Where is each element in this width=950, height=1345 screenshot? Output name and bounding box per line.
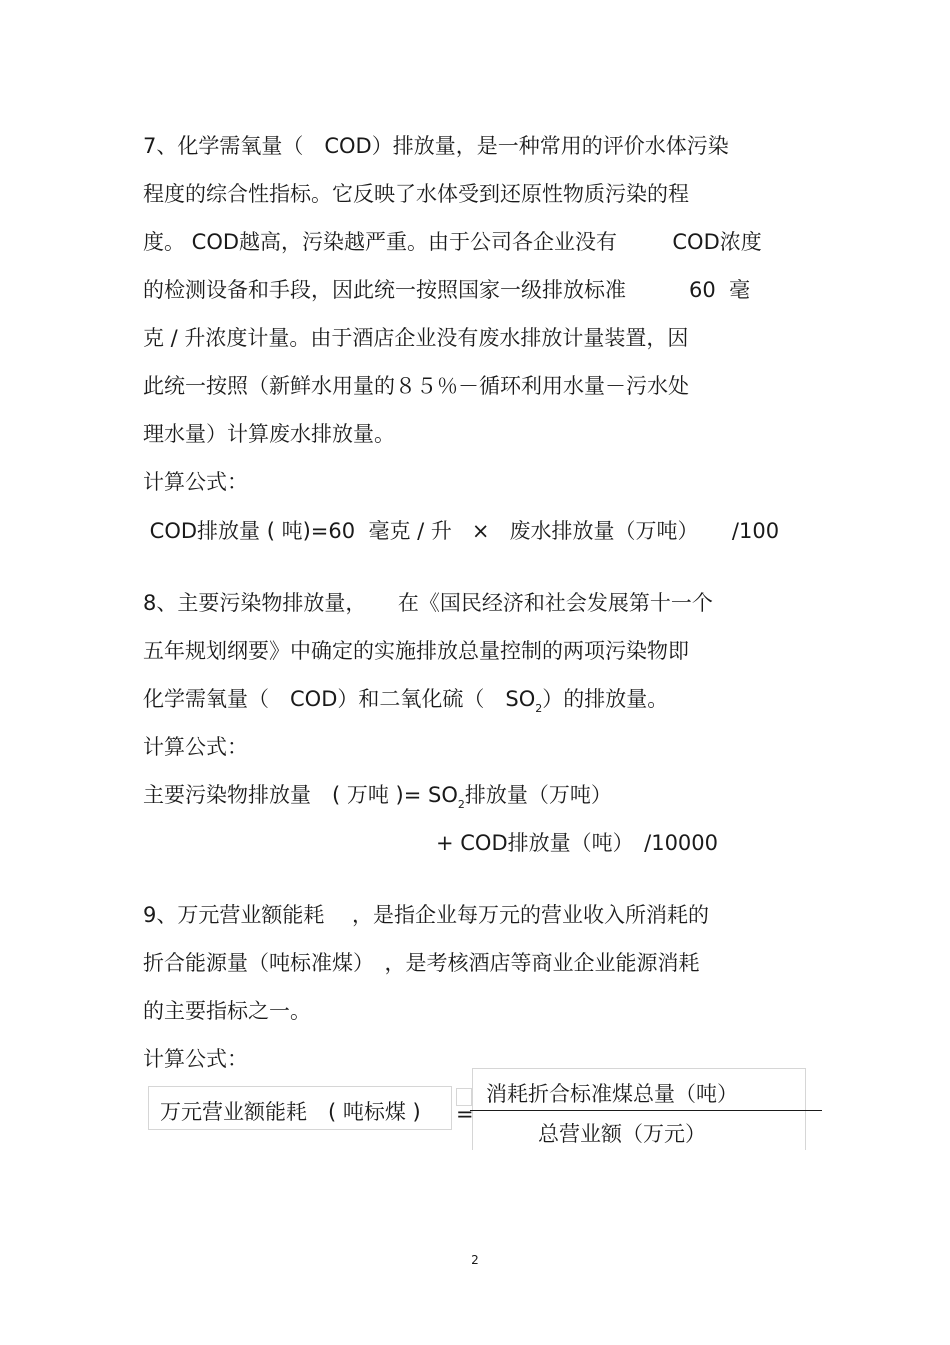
- pollutant-formula-continued: + COD排放量（吨） /10000: [436, 831, 719, 855]
- paragraph-line: 度。 COD越高，污染越严重。由于公司各企业没有 COD浓度: [143, 230, 762, 254]
- cod-formula: COD排放量 ( 吨)=60 毫克 / 升 × 废水排放量（万吨） /100: [143, 519, 780, 543]
- paragraph-line: 7、化学需氧量（ COD）排放量，是一种常用的评价水体污染: [143, 134, 729, 158]
- paragraph-line: 9、万元营业额能耗 ，是指企业每万元的营业收入所消耗的: [143, 903, 710, 927]
- paragraph-line: 克 / 升浓度计量。由于酒店企业没有废水排放计量装置，因: [143, 326, 689, 350]
- fraction-numerator: 消耗折合标准煤总量（吨）: [486, 1082, 738, 1106]
- paragraph-line: 8、主要污染物排放量， 在《国民经济和社会发展第十一个: [143, 591, 713, 615]
- paragraph-line: 的主要指标之一。: [143, 999, 311, 1023]
- paragraph-line: 理水量）计算废水排放量。: [143, 422, 395, 446]
- formula-label: 计算公式：: [143, 470, 248, 494]
- paragraph-line: 的检测设备和手段，因此统一按照国家一级排放标准 60 毫: [143, 278, 751, 302]
- page-number: 2: [471, 1253, 479, 1267]
- paragraph-line: 五年规划纲要》中确定的实施排放总量控制的两项污染物即: [143, 639, 689, 663]
- fraction-denominator: 总营业额（万元）: [538, 1122, 706, 1146]
- formula-left-term: 万元营业额能耗 ( 吨标煤 ): [160, 1100, 421, 1124]
- paragraph-line: 化学需氧量（ COD）和二氧化硫（ $SO_2$）的排放量。: [143, 687, 669, 715]
- equals-sign: =: [456, 1102, 474, 1126]
- pollutant-formula: 主要污染物排放量 ( 万吨 )= $SO_2$排放量（万吨）: [143, 783, 612, 811]
- formula-label: 计算公式：: [143, 1047, 248, 1071]
- formula-label: 计算公式：: [143, 735, 248, 759]
- paragraph-line: 此统一按照（新鲜水用量的８５％－循环利用水量－污水处: [143, 374, 689, 398]
- fraction-bar: [470, 1110, 822, 1111]
- paragraph-line: 折合能源量（吨标准煤） ，是考核酒店等商业企业能源消耗: [143, 951, 700, 975]
- paragraph-line: 程度的综合性指标。它反映了水体受到还原性物质污染的程: [143, 182, 689, 206]
